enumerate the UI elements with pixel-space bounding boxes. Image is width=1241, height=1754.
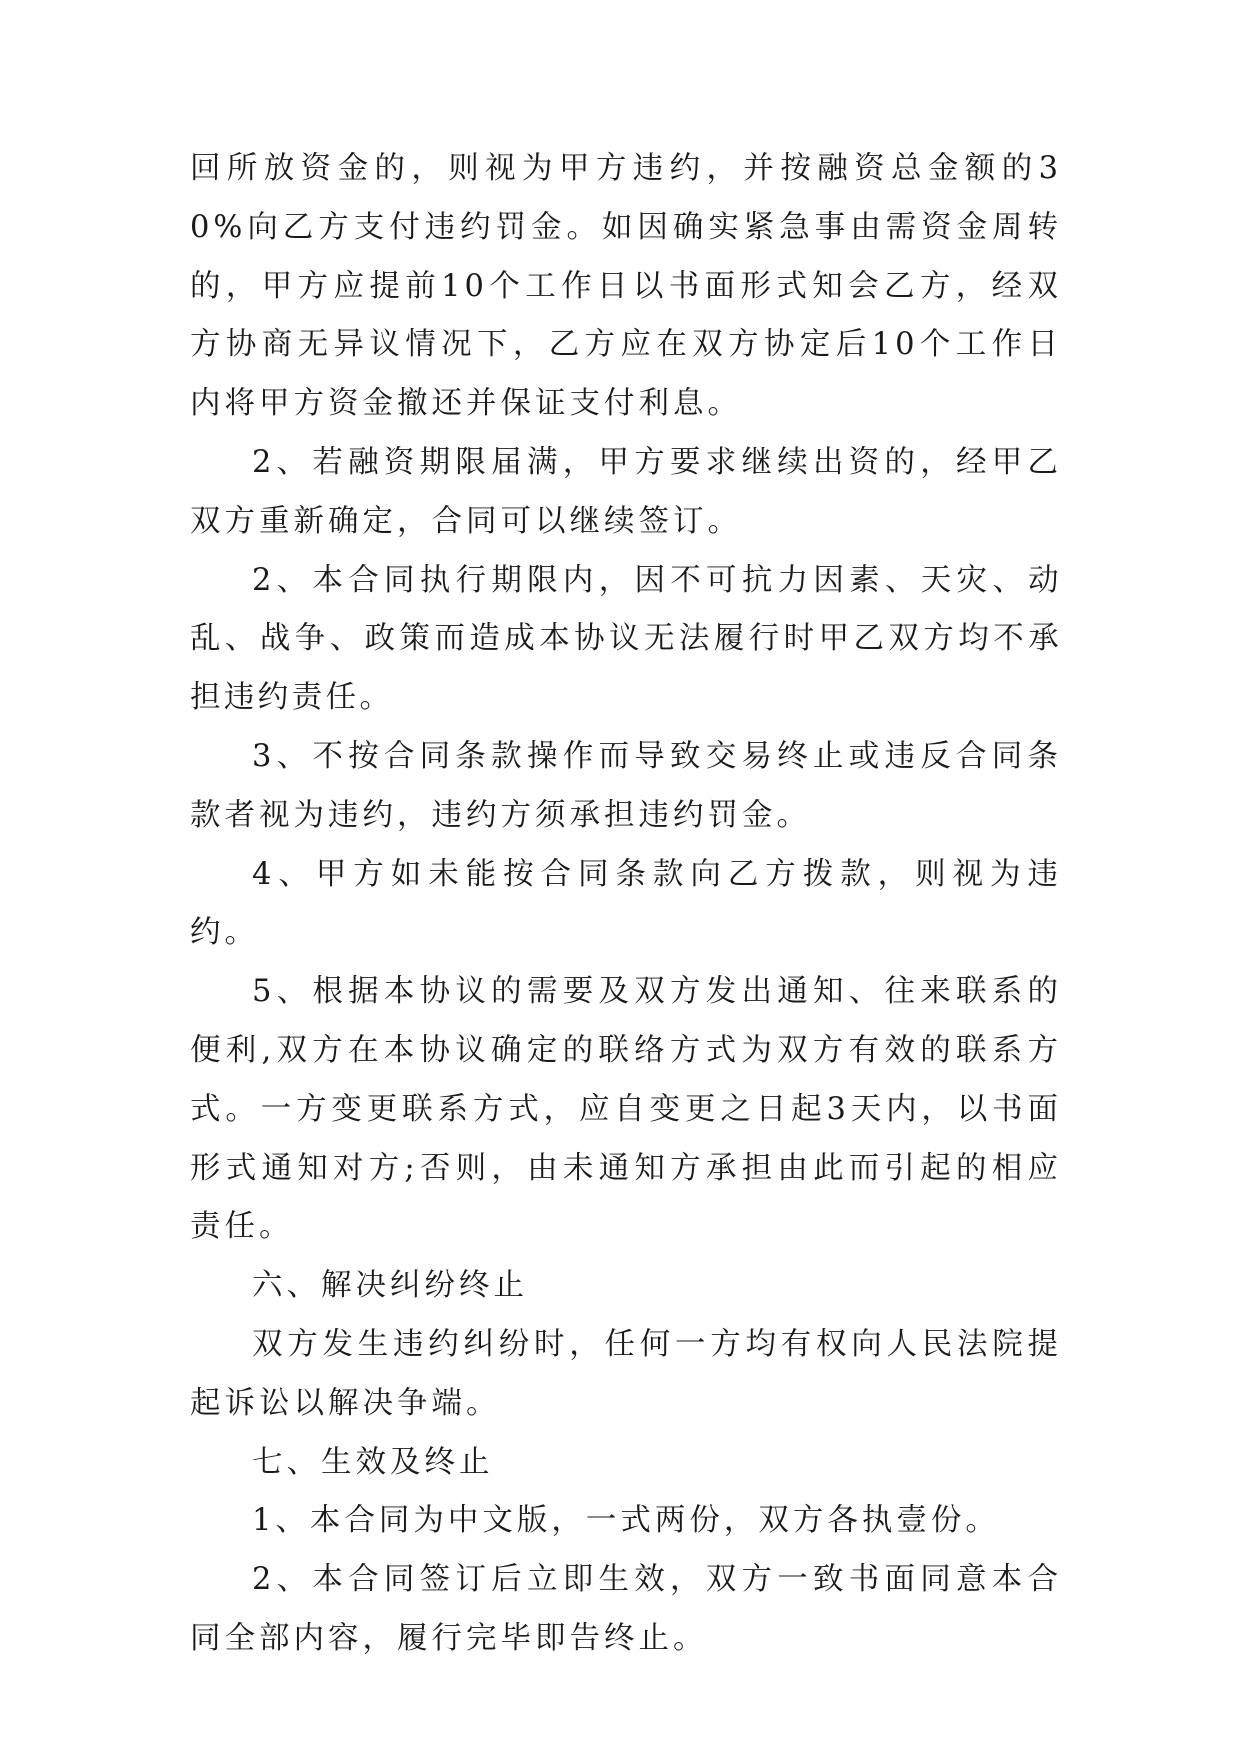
paragraph-force-majeure: 2、本合同执行期限内，因不可抗力因素、天灾、动乱、战争、政策而造成本协议无法履行时甲乙双方均不承担违约责任。 [190, 562, 1062, 716]
paragraph-funding-default: 4、甲方如未能按合同条款向乙方拨款，则视为违约。 [190, 856, 1062, 951]
section-heading-effectiveness: 七、生效及终止 [252, 1444, 494, 1480]
paragraph-notice-contact: 5、根据本协议的需要及双方发出通知、往来联系的便利,双方在本协议确定的联络方式为双方有效的联系方式。一方变更联系方式，应自变更之日起3天内，以书面形式通知对方;否则，由未通知方承担由此而引起的相应责任。 [190, 974, 1062, 1245]
paragraph-breach-definition: 3、不按合同条款操作而导致交易终止或违反合同条款者视为违约，违约方须承担违约罚金。 [190, 738, 1062, 833]
document-body [190, 140, 1062, 1669]
paragraph-term-renewal: 2、若融资期限届满，甲方要求继续出资的，经甲乙双方重新确定，合同可以继续签订。 [190, 444, 1062, 539]
paragraph-penalty-continuation: 回所放资金的，则视为甲方违约，并按融资总金额的30%向乙方支付违约罚金。如因确实紧急事由需资金周转的，甲方应提前10个工作日以书面形式知会乙方，经双方协商无异议情况下，乙方应在双方协定后10个工作日内将甲方资金撤还并保证支付利息。 [190, 151, 1062, 422]
section-heading-dispute: 六、解决纠纷终止 [252, 1268, 528, 1304]
paragraph-copies: 1、本合同为中文版，一式两份，双方各执壹份。 [252, 1503, 1000, 1539]
paragraph-dispute-resolution: 双方发生违约纠纷时，任何一方均有权向人民法院提起诉讼以解决争端。 [190, 1326, 1062, 1421]
paragraph-effective-termination: 2、本合同签订后立即生效，双方一致书面同意本合同全部内容，履行完毕即告终止。 [190, 1562, 1062, 1656]
